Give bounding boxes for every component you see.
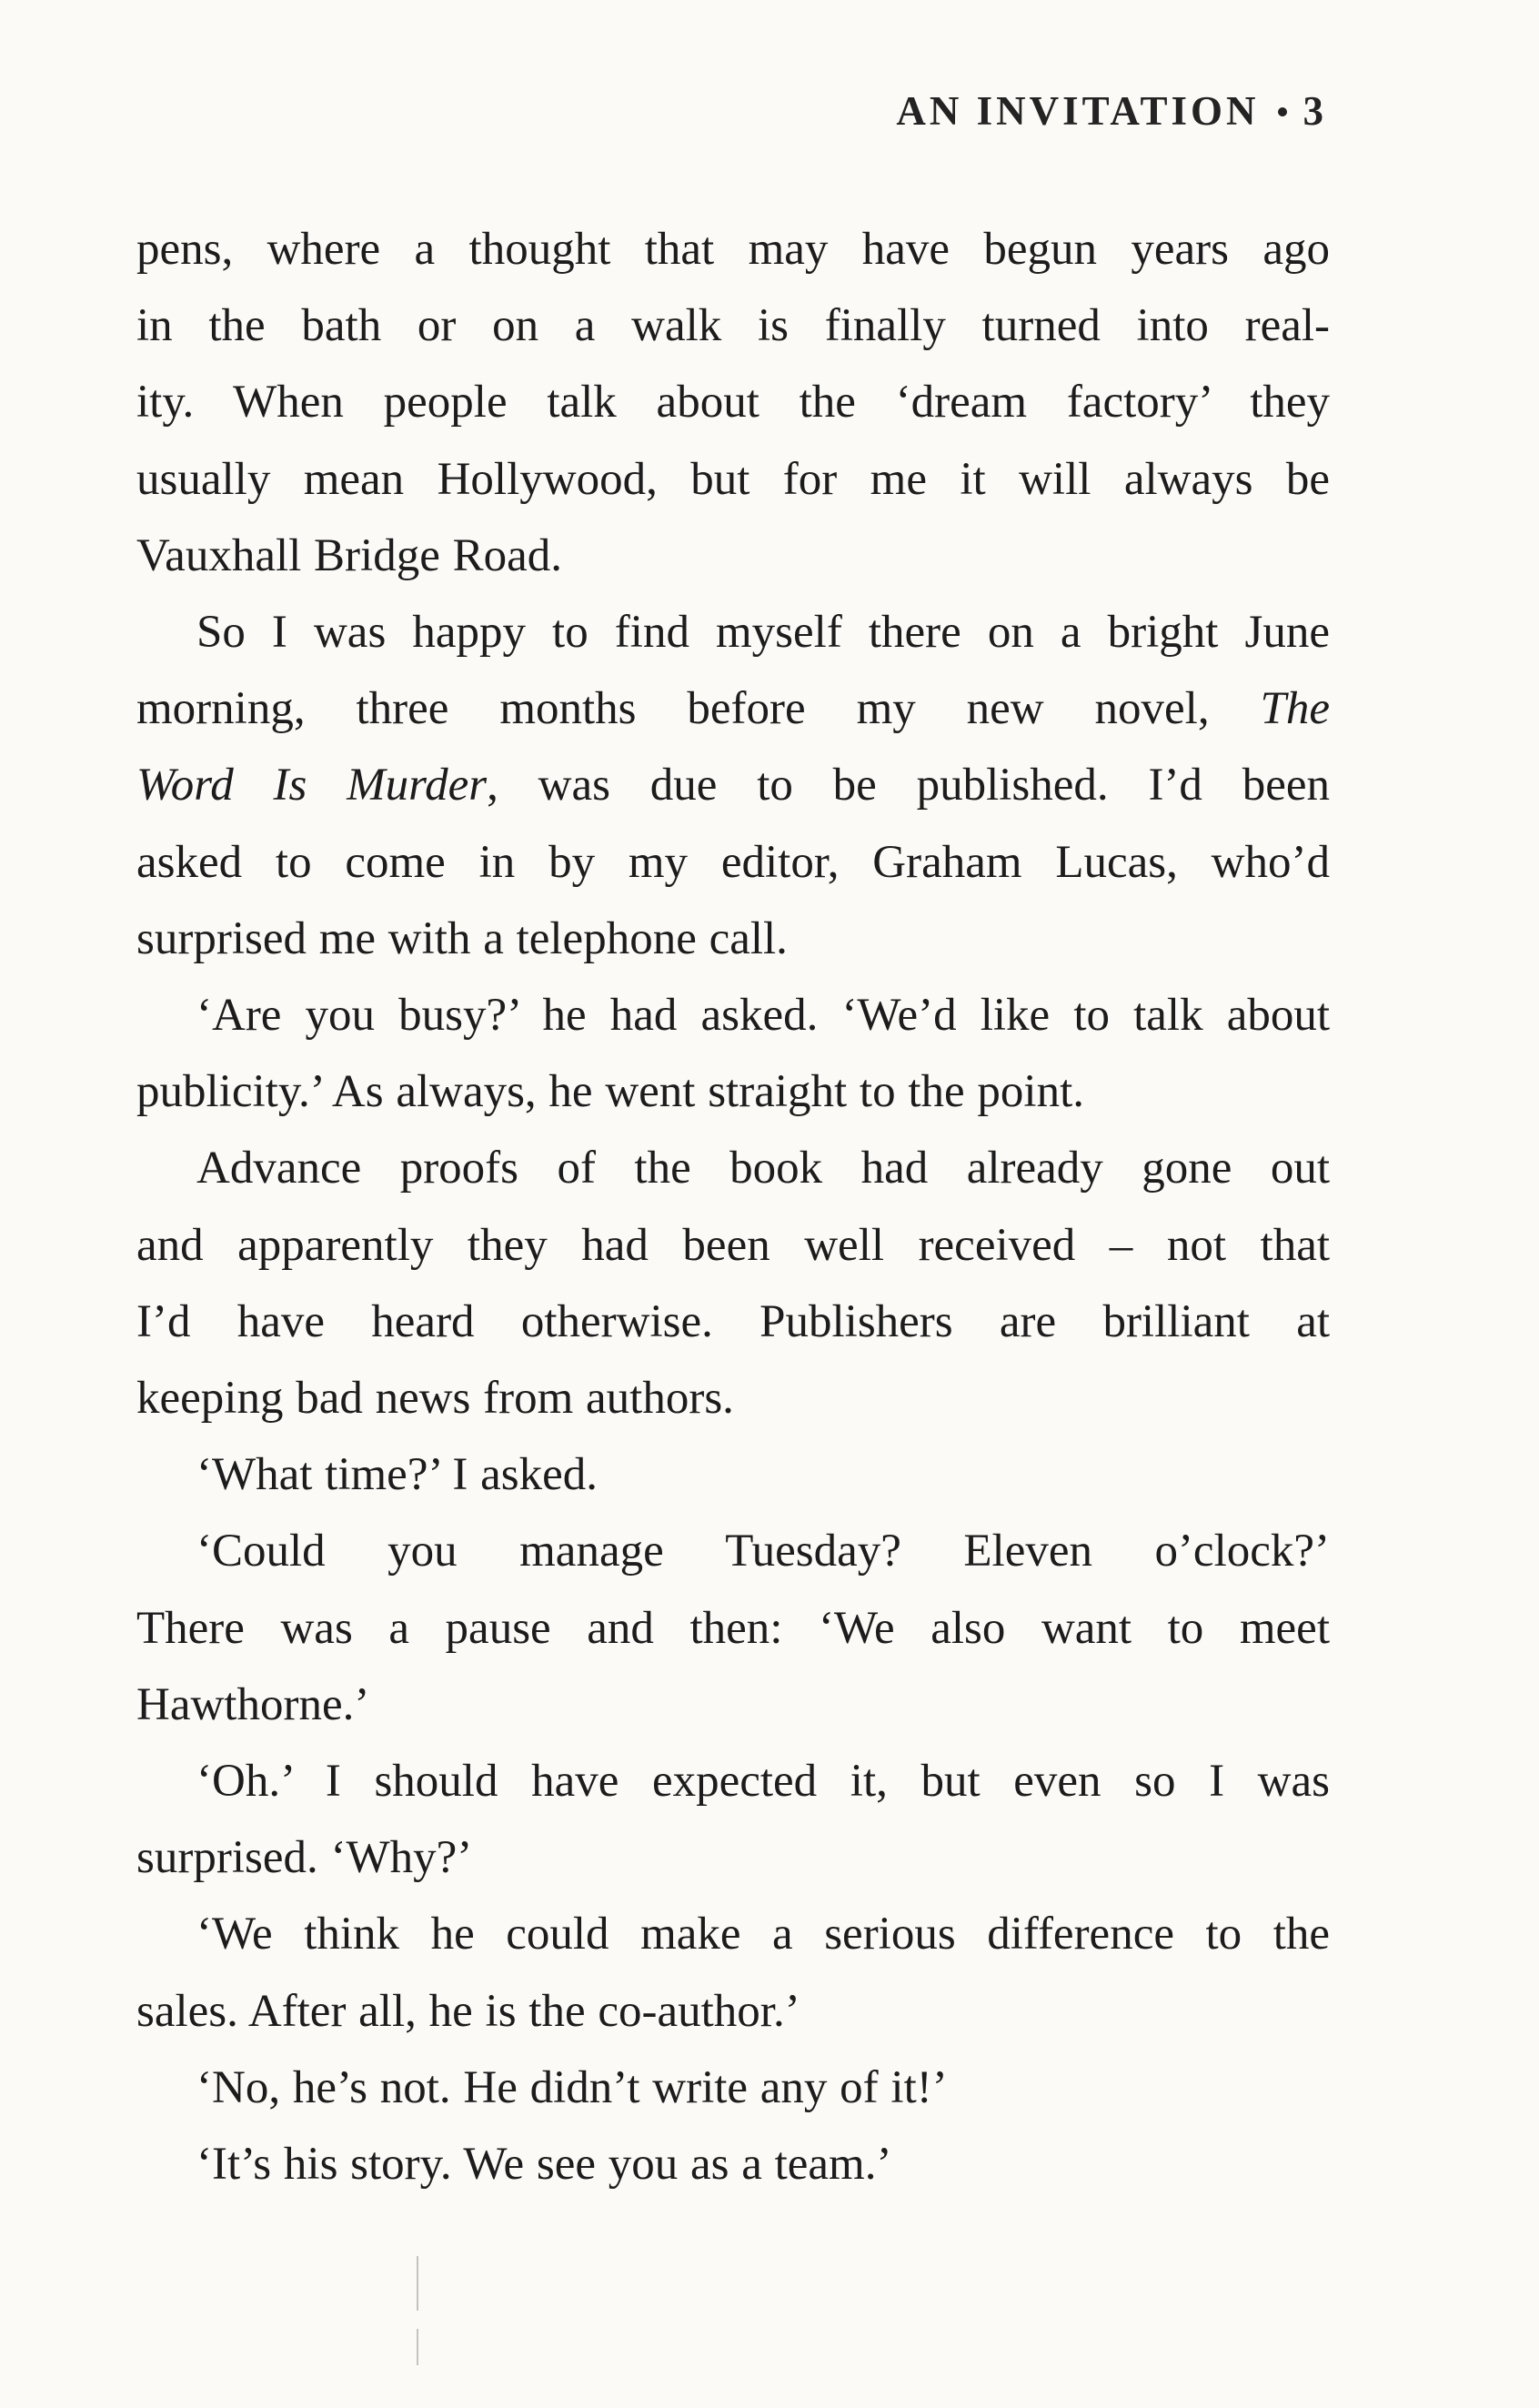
paragraph	[136, 1743, 1330, 1896]
text-line: There was a pause and then: ‘We also want to meet	[136, 1602, 1330, 1654]
text-line: Advance proofs of the book had already gone out	[196, 1143, 1330, 1194]
paragraph	[136, 2050, 1330, 2126]
text-line: sales. After all, he is the co-author.’	[136, 1985, 800, 2037]
paragraph	[136, 211, 1330, 594]
body-text	[136, 211, 1330, 2202]
text-line: ‘Oh.’ I should have expected it, but even so I was	[196, 1756, 1330, 1808]
text-line: usually mean Hollywood, but for me it will always be	[136, 453, 1330, 505]
page-crease-mark	[417, 2256, 418, 2311]
text-line	[136, 747, 1330, 823]
paragraph	[136, 2126, 1330, 2202]
text-line: So I was happy to find myself there on a bright June	[196, 607, 1330, 659]
text-fragment: morning, three months before my new novel,	[136, 683, 1261, 735]
book-title-italic: The	[1260, 683, 1330, 735]
text-line: ‘Could you manage Tuesday? Eleven o’clock?’	[196, 1526, 1330, 1577]
text-line: ‘It’s his story. We see you as a team.’	[196, 2139, 892, 2191]
text-line: publicity.’ As always, he went straight to the point.	[136, 1066, 1084, 1118]
separator-dot-icon	[1278, 107, 1287, 116]
text-line: I’d have heard otherwise. Publishers are brilliant at	[136, 1295, 1330, 1347]
chapter-title: AN INVITATION	[896, 88, 1260, 134]
text-line: pens, where a thought that may have begun years ago	[136, 224, 1330, 275]
text-line: and apparently they had been well received – not that	[136, 1219, 1330, 1271]
page-crease-mark	[417, 2329, 418, 2365]
running-head	[896, 84, 1327, 138]
text-line: ‘Are you busy?’ he had asked. ‘We’d like to talk about	[196, 990, 1330, 1042]
paragraph	[136, 1513, 1330, 1743]
text-line: surprised. ‘Why?’	[136, 1832, 473, 1884]
page-number: 3	[1303, 88, 1327, 134]
text-line	[136, 670, 1330, 747]
text-line: keeping bad news from authors.	[136, 1373, 734, 1425]
paragraph	[136, 1130, 1330, 1436]
text-line: ‘No, he’s not. He didn’t write any of it!’	[196, 2061, 948, 2113]
text-line: in the bath or on a walk is finally turned into real-	[136, 300, 1330, 352]
paragraph	[136, 1436, 1330, 1513]
text-line: ‘What time?’ I asked.	[196, 1449, 598, 1501]
paragraph	[136, 594, 1330, 977]
text-line: Hawthorne.’	[136, 1678, 370, 1730]
text-line: ity. When people talk about the ‘dream factory’ they	[136, 377, 1330, 428]
text-line: ‘We think he could make a serious difference to the	[196, 1909, 1330, 1960]
book-title-italic: Word Is Murder	[136, 760, 488, 811]
paragraph	[136, 1896, 1330, 2049]
text-line: surprised me with a telephone call.	[136, 912, 788, 964]
text-line: asked to come in by my editor, Graham Lucas, who’d	[136, 836, 1330, 888]
text-fragment: , was due to be published. I’d been	[487, 760, 1330, 811]
text-line: Vauxhall Bridge Road.	[136, 529, 562, 581]
paragraph	[136, 977, 1330, 1130]
